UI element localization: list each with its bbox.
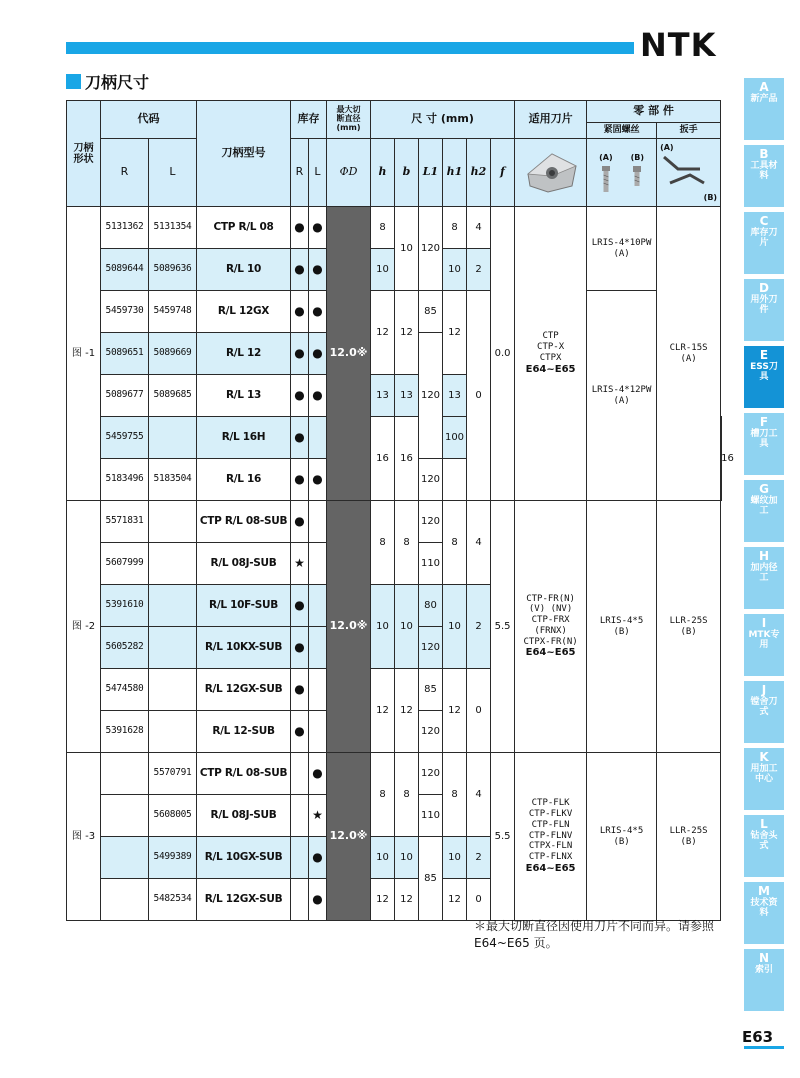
code-r: 5474580 bbox=[101, 669, 149, 711]
sidebar-tab-letter: F bbox=[759, 415, 769, 429]
dim-h: 12 bbox=[371, 669, 395, 753]
sidebar-tab-letter: A bbox=[759, 80, 769, 94]
code-r: 5131362 bbox=[101, 207, 149, 249]
dim-h: 10 bbox=[371, 585, 395, 669]
code-l: 5608005 bbox=[149, 795, 197, 837]
model-name: R/L 10KX-SUB bbox=[197, 627, 291, 669]
stock-l bbox=[309, 669, 327, 711]
dim-f: 5.5 bbox=[491, 501, 515, 753]
dim-l1: 85 bbox=[419, 837, 443, 921]
model-name: R/L 12 bbox=[197, 333, 291, 375]
sidebar-tab-letter: I bbox=[761, 616, 767, 630]
header-h1: h1 bbox=[443, 139, 467, 207]
sidebar-tab-letter: D bbox=[759, 281, 769, 295]
stock-r: ● bbox=[291, 207, 309, 249]
model-name: R/L 16 bbox=[197, 459, 291, 501]
sidebar-tab-c[interactable] bbox=[744, 212, 784, 274]
page-number: E63 bbox=[742, 1028, 774, 1046]
header-row-1 bbox=[67, 101, 722, 123]
insert-page-ref: E64~E65 bbox=[525, 862, 576, 874]
table-row bbox=[67, 291, 722, 333]
stock-r: ● bbox=[291, 417, 309, 459]
dim-l1: 120 bbox=[419, 207, 443, 291]
dim-h: 8 bbox=[371, 207, 395, 249]
dim-h1: 8 bbox=[443, 501, 467, 585]
wrench-icon bbox=[660, 153, 708, 193]
code-r bbox=[101, 753, 149, 795]
table-row bbox=[67, 207, 722, 249]
header-dims: 尺 寸 (mm) bbox=[371, 101, 515, 139]
dim-h: 10 bbox=[371, 249, 395, 291]
dim-h2: 2 bbox=[467, 249, 491, 291]
sidebar-tab-label: MTK专用 bbox=[748, 630, 780, 650]
dim-h: 12 bbox=[371, 879, 395, 921]
model-name: R/L 12-SUB bbox=[197, 711, 291, 753]
sidebar-tab-a[interactable] bbox=[744, 78, 784, 140]
header-l1: L1 bbox=[419, 139, 443, 207]
sidebar-tab-label: ESS刀具 bbox=[750, 362, 778, 382]
stock-l bbox=[309, 585, 327, 627]
wrench-image bbox=[657, 139, 721, 207]
sidebar-tab-label: 镗舍刀式 bbox=[750, 697, 778, 717]
sidebar-tab-letter: J bbox=[761, 683, 767, 697]
section-title bbox=[66, 70, 149, 92]
stock-l bbox=[309, 711, 327, 753]
stock-l: ● bbox=[309, 375, 327, 417]
insert-image bbox=[515, 139, 587, 207]
sidebar-tab-f[interactable] bbox=[744, 413, 784, 475]
wrench-part: LLR-25S (B) bbox=[657, 753, 721, 921]
dim-b: 12 bbox=[395, 669, 419, 753]
code-l: 5089685 bbox=[149, 375, 197, 417]
screw-b-icon bbox=[632, 166, 642, 192]
code-r: 5391610 bbox=[101, 585, 149, 627]
code-l: 5089636 bbox=[149, 249, 197, 291]
dim-b: 10 bbox=[395, 837, 419, 879]
sidebar-tab-letter: H bbox=[758, 549, 770, 563]
stock-l bbox=[309, 627, 327, 669]
code-r: 5089651 bbox=[101, 333, 149, 375]
insert-icon bbox=[522, 146, 580, 196]
code-l bbox=[149, 543, 197, 585]
dim-h1: 12 bbox=[443, 291, 467, 375]
dim-l1: 85 bbox=[419, 669, 443, 711]
sidebar-tab-letter: M bbox=[758, 884, 770, 898]
insert-page-ref: E64~E65 bbox=[525, 363, 576, 375]
sidebar-tab-i[interactable] bbox=[744, 614, 784, 676]
dim-b: 8 bbox=[395, 501, 419, 585]
header-code-l: L bbox=[149, 139, 197, 207]
wrench-b-label: (B) bbox=[703, 192, 718, 202]
clamp-screw: LRIS-4*5 (B) bbox=[587, 753, 657, 921]
model-name: R/L 10F-SUB bbox=[197, 585, 291, 627]
dim-h2: 0 bbox=[467, 669, 491, 753]
sidebar-tab-l[interactable] bbox=[744, 815, 784, 877]
model-name: R/L 12GX-SUB bbox=[197, 879, 291, 921]
model-name: R/L 16H bbox=[197, 417, 291, 459]
screw-a-label: (A) bbox=[599, 153, 613, 163]
sidebar-tab-h[interactable] bbox=[744, 547, 784, 609]
header-wrench: 扳手 bbox=[657, 123, 721, 139]
code-l bbox=[149, 669, 197, 711]
sidebar-tab-label: 螺纹加工 bbox=[750, 496, 778, 516]
code-l: 5131354 bbox=[149, 207, 197, 249]
sidebar-tab-label: 用外刀件 bbox=[750, 295, 778, 315]
code-l: 5089669 bbox=[149, 333, 197, 375]
dim-h1: 10 bbox=[443, 585, 467, 669]
stock-l bbox=[309, 417, 327, 459]
stock-r: ● bbox=[291, 333, 309, 375]
sidebar-tab-letter: G bbox=[759, 482, 769, 496]
stock-r: ● bbox=[291, 291, 309, 333]
header-stock: 库存 bbox=[291, 101, 327, 139]
dim-b: 16 bbox=[395, 417, 419, 501]
sidebar-tab-label: 加内径工 bbox=[750, 563, 778, 583]
sidebar-tab-b[interactable] bbox=[744, 145, 784, 207]
dim-b: 12 bbox=[395, 879, 419, 921]
code-r: 5183496 bbox=[101, 459, 149, 501]
dim-h: 12 bbox=[371, 291, 395, 375]
stock-l bbox=[309, 501, 327, 543]
screw-a-icon bbox=[601, 166, 611, 192]
stock-r: ★ bbox=[291, 543, 309, 585]
holder-dimension-table bbox=[66, 100, 734, 921]
stock-r: ● bbox=[291, 669, 309, 711]
code-l bbox=[149, 711, 197, 753]
screw-image bbox=[587, 139, 657, 207]
sidebar-tab-j[interactable] bbox=[744, 681, 784, 743]
sidebar-tab-k[interactable] bbox=[744, 748, 784, 810]
header-model: 刀柄型号 bbox=[197, 101, 291, 207]
stock-l: ● bbox=[309, 459, 327, 501]
header-stock-r: R bbox=[291, 139, 309, 207]
dim-l1: 120 bbox=[419, 753, 443, 795]
page-number-underline bbox=[744, 1046, 784, 1049]
dim-l1: 100 bbox=[443, 417, 467, 459]
dim-h: 16 bbox=[371, 417, 395, 501]
stock-r: ● bbox=[291, 249, 309, 291]
dim-h: 13 bbox=[371, 375, 395, 417]
code-r: 5089644 bbox=[101, 249, 149, 291]
header-insert: 适用刀片 bbox=[515, 101, 587, 139]
footnote: ＊最大切断直径因使用刀片不同而异。请参照 E64~E65 页。 bbox=[474, 919, 715, 950]
sidebar-tab-label: 用加工中心 bbox=[750, 764, 778, 784]
code-l bbox=[149, 417, 197, 459]
dim-b: 8 bbox=[395, 753, 419, 837]
code-l: 5570791 bbox=[149, 753, 197, 795]
sidebar-tab-label: 钻舍头式 bbox=[750, 831, 778, 851]
model-name: CTP R/L 08-SUB bbox=[197, 501, 291, 543]
dim-h: 8 bbox=[371, 501, 395, 585]
code-r: 5089677 bbox=[101, 375, 149, 417]
sidebar-tab-n[interactable] bbox=[744, 949, 784, 1011]
stock-r: ● bbox=[291, 711, 309, 753]
sidebar-tab-letter: C bbox=[759, 214, 769, 228]
stock-l bbox=[309, 543, 327, 585]
sidebar-tab-label: 库存刀片 bbox=[750, 228, 778, 248]
model-name: R/L 08J-SUB bbox=[197, 543, 291, 585]
dim-h1: 12 bbox=[443, 669, 467, 753]
shape-fig1: 图 -1 bbox=[67, 207, 101, 501]
code-r: 5459755 bbox=[101, 417, 149, 459]
dim-h2: 2 bbox=[467, 837, 491, 879]
header-code-r: R bbox=[101, 139, 149, 207]
code-r: 5459730 bbox=[101, 291, 149, 333]
dim-h1: 10 bbox=[443, 249, 467, 291]
dim-h2: 4 bbox=[467, 753, 491, 837]
model-name: R/L 12GX bbox=[197, 291, 291, 333]
clamp-screw: LRIS-4*5 (B) bbox=[587, 501, 657, 753]
model-name: R/L 10 bbox=[197, 249, 291, 291]
code-r: 5605282 bbox=[101, 627, 149, 669]
dim-b: 10 bbox=[395, 207, 419, 291]
dim-h1: 8 bbox=[443, 753, 467, 837]
stock-l: ● bbox=[309, 207, 327, 249]
sidebar-tab-m[interactable] bbox=[744, 882, 784, 944]
code-r: 5607999 bbox=[101, 543, 149, 585]
model-name: R/L 08J-SUB bbox=[197, 795, 291, 837]
stock-l: ● bbox=[309, 837, 327, 879]
dim-h1: 13 bbox=[443, 375, 467, 417]
sidebar-tab-letter: L bbox=[760, 817, 768, 831]
sidebar-tab-label: 新产品 bbox=[750, 94, 778, 104]
sidebar-tab-label: 技术资料 bbox=[750, 898, 778, 918]
insert-page-ref: E64~E65 bbox=[525, 647, 576, 659]
model-name: CTP R/L 08 bbox=[197, 207, 291, 249]
header-h2: h2 bbox=[467, 139, 491, 207]
header-h: h bbox=[371, 139, 395, 207]
stock-r: ● bbox=[291, 627, 309, 669]
header-b: b bbox=[395, 139, 419, 207]
dim-l1: 110 bbox=[419, 795, 443, 837]
sidebar-tab-label: 索引 bbox=[754, 965, 773, 975]
stock-r: ● bbox=[291, 501, 309, 543]
stock-r: ● bbox=[291, 375, 309, 417]
model-name: CTP R/L 08-SUB bbox=[197, 753, 291, 795]
code-l: 5482534 bbox=[149, 879, 197, 921]
code-r: 5391628 bbox=[101, 711, 149, 753]
dim-h2: 4 bbox=[467, 207, 491, 249]
stock-l: ★ bbox=[309, 795, 327, 837]
model-name: R/L 13 bbox=[197, 375, 291, 417]
header-stock-l: L bbox=[309, 139, 327, 207]
stock-l: ● bbox=[309, 753, 327, 795]
dim-h1: 8 bbox=[443, 207, 467, 249]
screw-b-label: (B) bbox=[630, 153, 645, 163]
sidebar-tab-label: 工具材料 bbox=[750, 161, 778, 181]
dim-h2: 0 bbox=[467, 879, 491, 921]
dim-h1: 10 bbox=[443, 837, 467, 879]
clamp-screw: LRIS-4*12PW (A) bbox=[587, 291, 657, 501]
dim-b: 12 bbox=[395, 291, 419, 375]
wrench-part: CLR-15S (A) bbox=[657, 207, 721, 501]
header-screw: 紧固螺丝 bbox=[587, 123, 657, 139]
stock-l: ● bbox=[309, 879, 327, 921]
sidebar-tab-e[interactable] bbox=[744, 346, 784, 408]
applicable-insert: CTP-FR(N) (V) (NV) CTP-FRX (FRNX) CTPX-FR(N) bbox=[523, 593, 578, 647]
code-l bbox=[149, 627, 197, 669]
sidebar-tab-g[interactable] bbox=[744, 480, 784, 542]
dim-h1: 16 bbox=[721, 452, 734, 464]
brand-logo: NTK bbox=[640, 26, 717, 64]
max-cut-diameter: 12.0※ bbox=[327, 753, 371, 921]
sidebar-tab-label: 槽刀工具 bbox=[750, 429, 778, 449]
code-r bbox=[101, 879, 149, 921]
dim-h: 8 bbox=[371, 753, 395, 837]
code-l: 5459748 bbox=[149, 291, 197, 333]
wrench-part: LLR-25S (B) bbox=[657, 501, 721, 753]
dim-b: 10 bbox=[395, 585, 419, 669]
dim-l1: 120 bbox=[419, 711, 443, 753]
table-row bbox=[67, 501, 722, 543]
header-row-3 bbox=[67, 139, 722, 207]
code-l: 5499389 bbox=[149, 837, 197, 879]
wrench-a-label: (A) bbox=[660, 143, 674, 153]
dim-l1: 120 bbox=[419, 459, 443, 501]
dim-l1: 120 bbox=[419, 501, 443, 543]
header-code: 代码 bbox=[101, 101, 197, 139]
code-l bbox=[149, 501, 197, 543]
stock-r bbox=[291, 753, 309, 795]
model-name: R/L 10GX-SUB bbox=[197, 837, 291, 879]
dim-l1: 120 bbox=[419, 333, 443, 459]
header-maxcut: 最大切 断直径 (mm) bbox=[327, 101, 371, 139]
dim-l1: 80 bbox=[419, 585, 443, 627]
header-shape: 刀柄 形状 bbox=[67, 101, 101, 207]
shape-fig2: 图 -2 bbox=[67, 501, 101, 753]
section-marker-icon bbox=[66, 74, 81, 89]
dim-l1: 110 bbox=[419, 543, 443, 585]
dim-l1: 85 bbox=[419, 291, 443, 333]
code-r bbox=[101, 837, 149, 879]
stock-l: ● bbox=[309, 249, 327, 291]
code-r: 5571831 bbox=[101, 501, 149, 543]
header-parts: 零 部 件 bbox=[587, 101, 721, 123]
code-r bbox=[101, 795, 149, 837]
header-phid: ΦD bbox=[327, 139, 371, 207]
max-cut-diameter: 12.0※ bbox=[327, 207, 371, 501]
stock-r bbox=[291, 837, 309, 879]
stock-l: ● bbox=[309, 333, 327, 375]
chapter-sidebar bbox=[744, 78, 784, 1016]
stock-r bbox=[291, 795, 309, 837]
header-f: f bbox=[491, 139, 515, 207]
stock-r bbox=[291, 879, 309, 921]
section-title-text: 刀柄尺寸 bbox=[85, 72, 150, 92]
code-l: 5183504 bbox=[149, 459, 197, 501]
dim-h2: 4 bbox=[467, 501, 491, 585]
applicable-insert: CTP-FLK CTP-FLKV CTP-FLN CTP-FLNV CTPX-FLN CTP-FLNX bbox=[528, 798, 573, 863]
dim-h1: 12 bbox=[443, 879, 467, 921]
shape-fig3: 图 -3 bbox=[67, 753, 101, 921]
sidebar-tab-d[interactable] bbox=[744, 279, 784, 341]
applicable-insert: CTP CTP-X CTPX bbox=[537, 331, 565, 363]
model-name: R/L 12GX-SUB bbox=[197, 669, 291, 711]
dim-f: 5.5 bbox=[491, 753, 515, 921]
dim-b: 13 bbox=[395, 375, 419, 417]
stock-r: ● bbox=[291, 585, 309, 627]
table-row bbox=[67, 753, 722, 795]
dim-l1: 120 bbox=[419, 627, 443, 669]
clamp-screw: LRIS-4*10PW (A) bbox=[587, 207, 657, 291]
dim-f: 0.0 bbox=[491, 207, 515, 501]
sidebar-tab-letter: E bbox=[759, 348, 769, 362]
max-cut-diameter: 12.0※ bbox=[327, 501, 371, 753]
top-accent-bar bbox=[66, 42, 634, 54]
code-l bbox=[149, 585, 197, 627]
sidebar-tab-letter: N bbox=[758, 951, 770, 965]
stock-r: ● bbox=[291, 459, 309, 501]
stock-l: ● bbox=[309, 291, 327, 333]
dim-h: 10 bbox=[371, 837, 395, 879]
sidebar-tab-letter: B bbox=[759, 147, 769, 161]
dim-h2: 2 bbox=[467, 585, 491, 669]
dim-h2: 0 bbox=[467, 291, 491, 501]
sidebar-tab-letter: K bbox=[759, 750, 769, 764]
